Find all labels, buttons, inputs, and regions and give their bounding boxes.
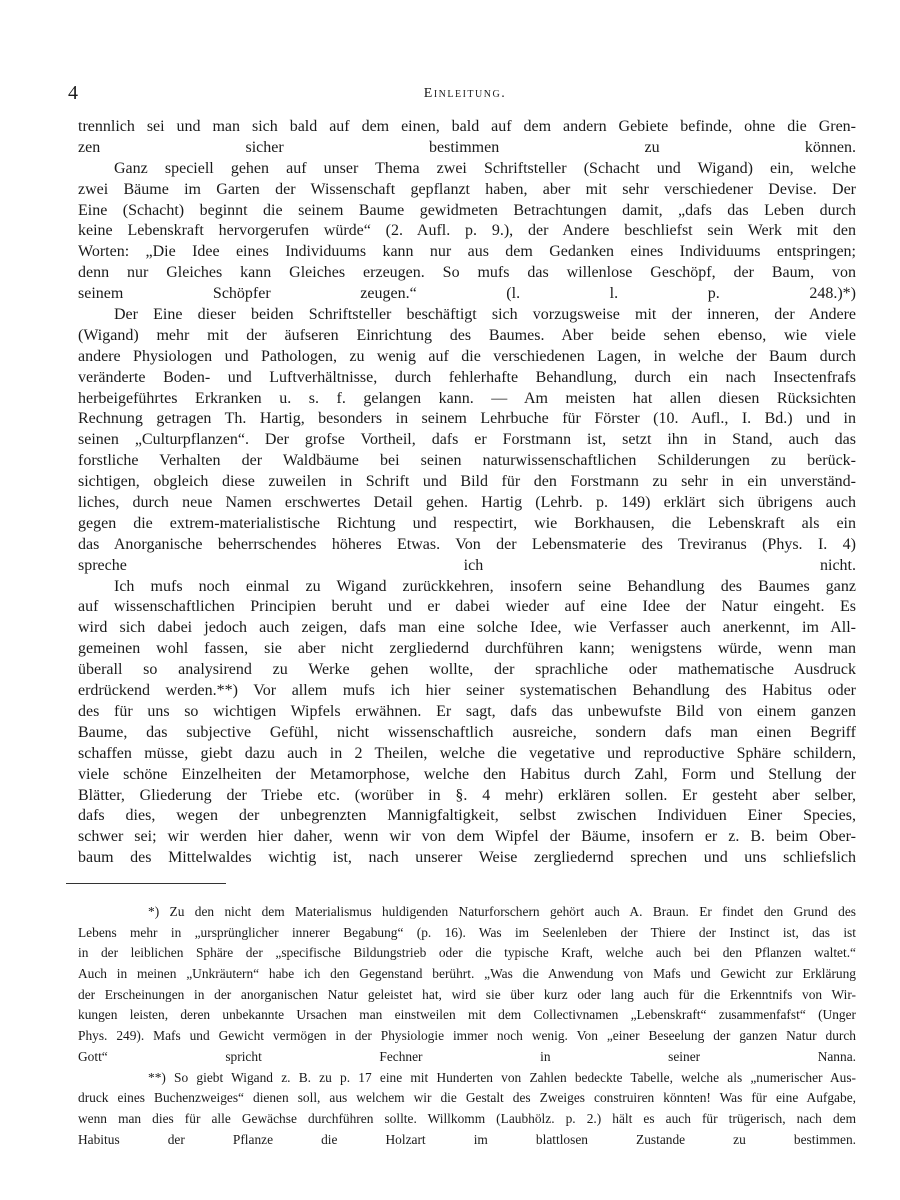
text-line: (Wigand) mehr mit der äufseren Einrichtung des Baumes. Aber beide sehen ebenso, wie viele: [78, 326, 856, 344]
footnote-line: **) So giebt Wigand z. B. zu p. 17 eine mit Hunderten von Zahlen bedeckte Tabelle, welche als „numerischer Aus-: [148, 1069, 856, 1085]
text-line: schaffen müsse, giebt dazu auch in 2 Theilen, welche die vegetative und reproductive Sphäre schildern,: [78, 744, 856, 762]
text-line: gemeinen wohl fassen, sie aber nicht zergliedernd durchführen kann; wenigstens würde, wenn man: [78, 640, 856, 658]
text-line: andere Physiologen und Pathologen, zu wenig auf die verschiedenen Lagen, in welche der Baum durch: [78, 347, 856, 365]
footnote-line: Auch in meinen „Unkräutern“ habe ich den Gegenstand berührt. „Was die Anwendung von Mafs und Gewicht zur Erklärung: [78, 966, 856, 982]
text-line: veränderte Boden- und Luftverhältnisse, durch fehlerhafte Behandlung, durch ein nach Insectenfrafs: [78, 368, 856, 386]
main-text: [78, 117, 856, 869]
page-number: 4: [68, 82, 78, 104]
text-line: Eine (Schacht) beginnt die seinem Baume gewidmeten Betrachtungen damit, „dafs das Leben durch: [78, 201, 856, 219]
text-line: des für uns so wichtigen Wipfels erwähnen. Er sagt, dafs das unbewufste Bild von einem ganzen: [78, 702, 856, 720]
text-line: dafs dies, wegen der unbegrenzten Mannigfaltigkeit, selbst zwischen Individuen Einer Species,: [78, 807, 856, 825]
text-line: erdrückend werden.**) Vor allem mufs ich hier seiner systematischen Behandlung des Habitus oder: [78, 682, 856, 700]
footnote-line: kungen leisten, deren unbekannte Ursachen man einstweilen mit dem Collectivnamen „Lebenskraft“ zusammenfafst“ (Unger: [78, 1007, 856, 1023]
footnote-line: wenn man dies für alle Gewächse durchführen sollte. Willkomm (Laubhölz. p. 2.) hält es auch für trügerisch, nach dem: [78, 1110, 856, 1126]
text-line: Ganz speciell gehen auf unser Thema zwei Schriftsteller (Schacht und Wigand) ein, welche: [114, 159, 856, 177]
text-line: forstliche Verhalten der Waldbäume bei seinen naturwissenschaftlichen Schilderungen zu berück-: [78, 452, 856, 470]
text-line: baum des Mittelwaldes wichtig ist, nach unserer Weise zergliedernd sprechen und uns schliefslich: [78, 849, 856, 867]
text-line: liches, durch neue Namen erschwertes Detail gehen. Hartig (Lehrb. p. 149) erklärt sich übrigens auch: [78, 494, 856, 512]
text-line: seinem Schöpfer zeugen.“ (l. l. p. 248.)*): [78, 285, 856, 303]
text-line: Rechnung getragen Th. Hartig, besonders in seinem Lehrbuche für Förster (10. Aufl., I. Bd.) und in: [78, 410, 856, 428]
text-line: herbeigeführtes Erkranken u. s. f. gelangen kann. — Am meisten hat allen diesen Rücksichten: [78, 389, 856, 407]
text-line: Der Eine dieser beiden Schriftsteller beschäftigt sich vorzugsweise mit der inneren, der Andere: [114, 306, 856, 324]
footnote-line: druck eines Buchenzweiges“ dienen soll, aus welchem wir die Gestalt des Zweiges construiren könnten! Was für eine Aufgabe,: [78, 1090, 856, 1106]
text-line: Worten: „Die Idee eines Individuums kann nur aus dem Gedanken eines Individuums entspringen;: [78, 243, 856, 261]
footnote-divider: [66, 883, 226, 884]
text-line: schwer sei; wir werden hier daher, wenn wir von dem Wipfel der Bäume, insofern er z. B. beim Ober-: [78, 828, 856, 846]
footnote-line: Habitus der Pflanze die Holzart im blattlosen Zustande zu bestimmen.: [78, 1131, 856, 1147]
text-line: Blätter, Gliederung der Triebe etc. (worüber in §. 4 mehr) erklären sollen. Er gesteht aber selber,: [78, 786, 856, 804]
text-line: das Anorganische beherrschendes höheres Etwas. Von der Lebensmaterie des Treviranus (Phys. I. 4): [78, 535, 856, 553]
text-line: auf wissenschaftlichen Principien beruht und er dabei wieder auf eine Idee der Natur eingeht. Es: [78, 598, 856, 616]
text-line: Ich mufs noch einmal zu Wigand zurückkehren, insofern seine Behandlung des Baumes ganz: [114, 577, 856, 595]
text-line: Baume, das subjective Gefühl, nicht wissenschaftlich ausreiche, sondern dafs man einen Begriff: [78, 723, 856, 741]
footnote-line: Lebens mehr in „ursprünglicher innerer Begabung“ (p. 16). Was im Seelenleben der Thiere der Instinct ist, das ist: [78, 924, 856, 940]
text-line: seinen „Culturpflanzen“. Der grofse Vortheil, dafs er Forstmann ist, setzt ihn in Stand, auch das: [78, 431, 856, 449]
text-line: keine Lebenskraft hervorgerufen würde“ (2. Aufl. p. 9.), der Andere beschliefst sein Werk mit den: [78, 222, 856, 240]
text-line: zen sicher bestimmen zu können.: [78, 138, 856, 156]
footnotes: [78, 902, 856, 1150]
text-line: denn nur Gleiches kann Gleiches erzeugen. So mufs das willenlose Geschöpf, der Baum, von: [78, 264, 856, 282]
footnote-line: Phys. 249). Mafs und Gewicht vermögen in der Physiologie immer noch wenig. Von „einer Beseelung der ganzen Natur durch: [78, 1028, 856, 1044]
running-title: Einleitung.: [423, 86, 507, 101]
text-line: viele schöne Einzelheiten der Metamorphose, welche den Habitus durch Zahl, Form und Stellung der: [78, 765, 856, 783]
text-line: zwei Bäume im Garten der Wissenschaft gepflanzt haben, aber mit sehr verschiedener Devise. Der: [78, 180, 856, 198]
footnote-line: Gott“ spricht Fechner in seiner Nanna.: [78, 1048, 856, 1064]
text-line: spreche ich nicht.: [78, 556, 856, 574]
footnote-line: *) Zu den nicht dem Materialismus huldigenden Naturforschern gehört auch A. Braun. Er findet den Grund des: [148, 904, 856, 919]
text-line: überall so analysirend zu Werke gehen wollte, der sprachliche oder mathematische Ausdruck: [78, 661, 856, 679]
footnote-line: in der leiblichen Sphäre der „specifische Bildungstrieb oder die typische Kraft, welche auch bei den Pflanzen waltet.“: [78, 945, 856, 961]
text-line: sichtigen, obgleich diese zuweilen in Schrift und Bild für den Forstmann zu sehr in ein unverständ-: [78, 473, 856, 491]
text-line: trennlich sei und man sich bald auf dem einen, bald auf dem andern Gebiete befinde, ohne die Gren-: [78, 118, 856, 135]
text-line: gegen die extrem-materialistische Richtung und respectirt, wie Borkhausen, die Lebenskraft als ein: [78, 514, 856, 532]
footnote-line: der Erscheinungen in der anorganischen Natur geleistet hat, wird sie über kurz oder lang auch für die Erkenntnifs von Wir-: [78, 986, 856, 1002]
text-line: wird sich dabei jedoch auch zeigen, dafs man eine solche Idee, wie Verfasser auch anerkennt, im All-: [78, 619, 856, 637]
